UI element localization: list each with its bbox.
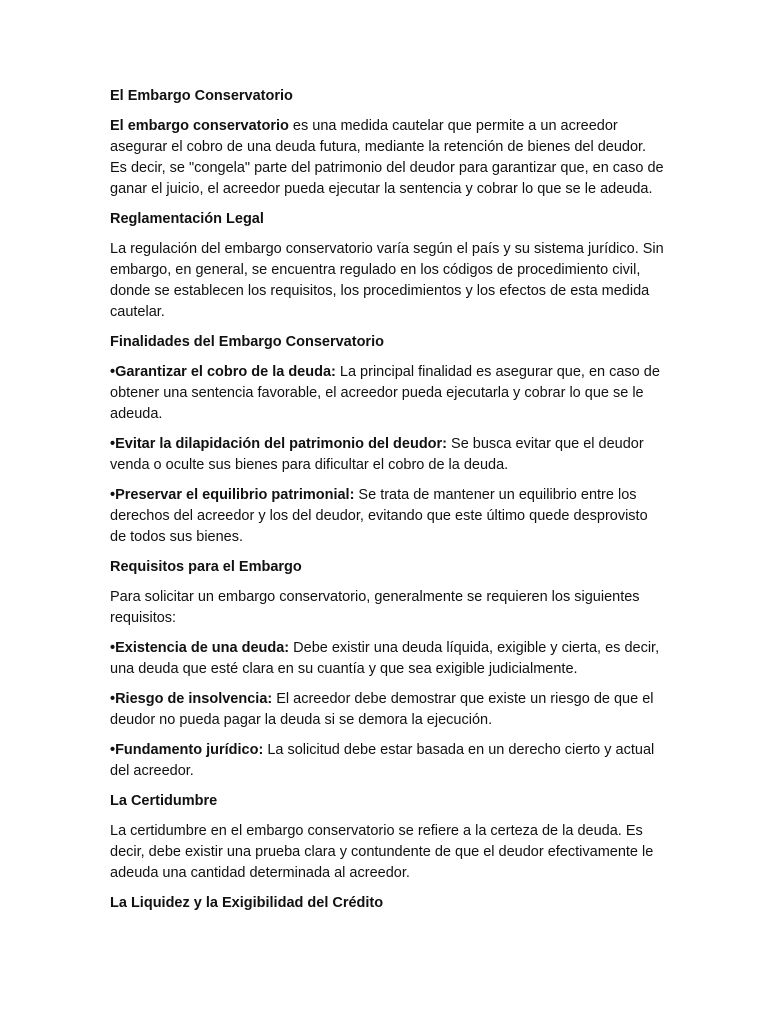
intro-text: es una medida cautelar que permite a un acreedor asegurar el cobro de una deuda futura, mediante la retención de bienes del deudor. Es decir, se "congela" parte del patrimonio del deudor para garantizar que, en caso de ganar el juicio, el acreedor pueda ejecutar la sentencia y cobrar lo que se le adeuda. [110,118,664,197]
section-heading-requisitos: Requisitos para el Embargo [110,559,302,575]
bullet-item [110,638,666,680]
bullet-label: Preservar el equilibrio patrimonial: [115,487,355,503]
bullet-mark: • [110,364,116,380]
section-paragraph: La regulación del embargo conservatorio varía según el país y su sistema jurídico. Sin embargo, en general, se encuentra regulado en los códigos de procedimiento civil, donde se establecen los requisitos, los procedimientos y los efectos de esta medida cautelar. [110,241,664,320]
section-heading-certidumbre: La Certidumbre [110,793,218,809]
bullet-mark: • [110,436,116,452]
section-paragraph: La certidumbre en el embargo conservatorio se refiere a la certeza de la deuda. Es decir, debe existir una prueba clara y contundente de que el deudor efectivamente le adeuda una cantidad determinada al acreedor. [110,823,654,881]
section-paragraph: Para solicitar un embargo conservatorio, generalmente se requieren los siguientes requisitos: [110,589,640,626]
bullet-item [110,485,666,548]
section-heading-liquidez: La Liquidez y la Exigibilidad del Crédito [110,895,384,911]
bullet-mark: • [110,691,116,707]
document-page [110,86,666,923]
bullet-mark: • [110,487,116,503]
bullet-text: Se busca evitar que el deudor venda o oculte sus bienes para dificultar el cobro de la deuda. [110,436,644,473]
intro-paragraph [110,116,666,200]
document-title: El Embargo Conservatorio [110,88,293,104]
bullet-item [110,689,666,731]
section-heading-finalidades: Finalidades del Embargo Conservatorio [110,334,384,350]
bullet-text: Debe existir una deuda líquida, exigible y cierta, es decir, una deuda que esté clara en su cuantía y que sea exigible judicialmente. [110,640,660,677]
bullet-item [110,434,666,476]
bullet-text: La solicitud debe estar basada en un derecho cierto y actual del acreedor. [110,742,655,779]
bullet-label: Riesgo de insolvencia: [115,691,273,707]
bullet-label: Evitar la dilapidación del patrimonio del deudor: [115,436,448,452]
bullet-label: Existencia de una deuda: [115,640,290,656]
bullet-mark: • [110,742,116,758]
bullet-label: Garantizar el cobro de la deuda: [115,364,336,380]
bullet-text: El acreedor debe demostrar que existe un riesgo de que el deudor no pueda pagar la deuda si se demora la ejecución. [110,691,654,728]
bullet-label: Fundamento jurídico: [115,742,264,758]
bullet-item [110,362,666,425]
section-heading-reglamentacion: Reglamentación Legal [110,211,264,227]
intro-bold-lead: El embargo conservatorio [110,118,289,134]
bullet-text: Se trata de mantener un equilibrio entre los derechos del acreedor y los del deudor, evitando que este último quede desprovisto de todos sus bienes. [110,487,648,545]
bullet-mark: • [110,640,116,656]
bullet-text: La principal finalidad es asegurar que, en caso de obtener una sentencia favorable, el acreedor pueda ejecutarla y cobrar lo que se le adeuda. [110,364,660,422]
bullet-item [110,740,666,782]
